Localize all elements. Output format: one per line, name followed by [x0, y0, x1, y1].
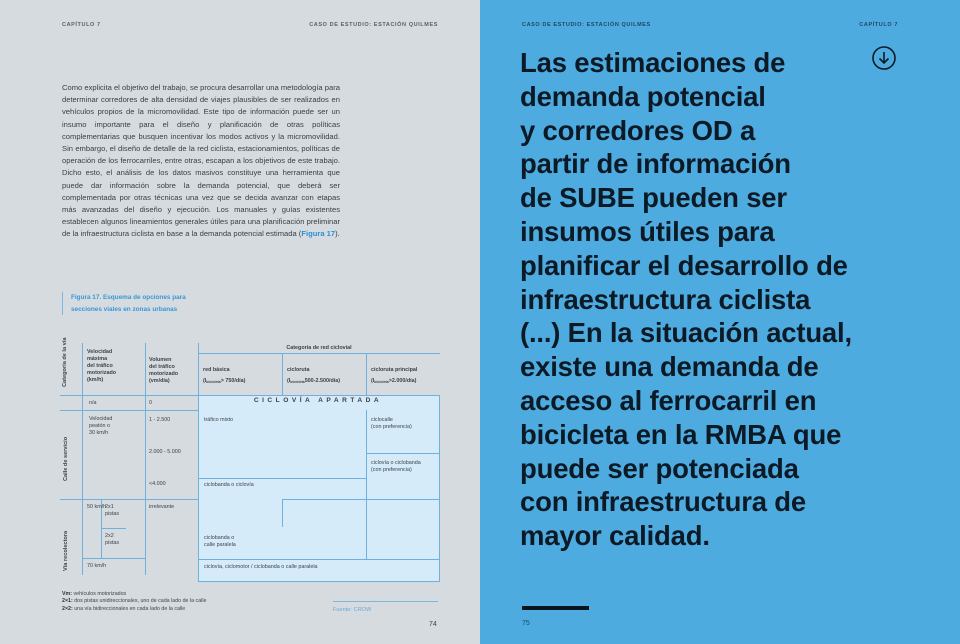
trafico-mixto: tráfico mixto	[204, 417, 234, 423]
quote-line: insumos útiles para	[520, 215, 775, 247]
calle-servicio-label: Calle de servicio	[63, 436, 69, 481]
pistas-2x2: 2x2 pistas	[105, 533, 120, 546]
note-vm: Vm: vehículos motorizados	[62, 591, 127, 597]
body-text: Como explicita el objetivo del trabajo, se procura desarrollar una metodología para determinar corredores de alta densidad de viajes plausibles de ser realizados en vehículos propios de la micromovilidad. Este tipo de información puede ser un insumo importante para el diseño y planificación de otras políticas complementarias que busquen incentivar los modos activos y la micromovilidad. Sin embargo, el diseño de detalle de la red ciclista, estacionamientos, políticas de operación de los ferrocarriles, entre otras, escapan a los objetivos de este trabajo. Dicho esto, el análisis de los datos masivos constituye una herramienta que puede dar información sobre la demanda potencial, que deberá ser complementada por otras técnicas una vez que se decida avanzar con etapas más avanzadas del diseño y ejecución. Los manuales y guías existentes establecen algunos lineamientos generales útiles para una planificación preliminar de la infraestructura ciclista en base a la demanda potencial estimada (	[62, 83, 340, 239]
quote-line: partir de información	[520, 148, 791, 180]
ciclobanda-ciclovia: ciclobanda o ciclovía	[204, 482, 254, 488]
quote-line: y corredores OD a	[520, 114, 756, 146]
body-paragraph	[62, 82, 340, 241]
bottom-row-options: ciclovía, ciclomotor / ciclobanda o calle paralela	[204, 564, 318, 570]
volumen-2: 2.000 - 5.000	[149, 449, 181, 455]
cell-na-volumen: 0	[149, 400, 152, 406]
pull-quote	[520, 46, 880, 553]
ciclovia-ciclobanda: ciclovía o ciclobanda (con preferencia)	[371, 460, 421, 473]
page-number-left: 74	[429, 621, 437, 628]
quote-line: con infraestructura de	[520, 486, 806, 518]
quote-line: puede ser potenciada	[520, 452, 799, 484]
body-text-end: ).	[335, 229, 340, 239]
note-2x1: 2×1: dos pistas unidireccionales, uno de cada lado de la calle	[62, 598, 207, 605]
note-2x2: 2×2: una vía bidireccionales en cada lado de la calle	[62, 605, 186, 612]
quote-line: bicicleta en la RMBA que	[520, 418, 842, 450]
velocidad-70: 70 km/h	[87, 563, 107, 569]
ciclovia-apartada-label: CICLOVÍA APARTADA	[253, 397, 383, 404]
volumen-irrelevante: irrelevante	[149, 504, 175, 510]
quote-line: mayor calidad.	[520, 520, 710, 552]
quote-line: de SUBE pueden ser	[520, 182, 787, 214]
ciclobanda-calle-paralela: ciclobanda o calle paralela	[204, 535, 236, 548]
header-categoria: Categoría de la vía	[62, 337, 68, 387]
ciclocalle: ciclocalle (con preferencia)	[371, 417, 412, 430]
quote-line: existe una demanda de	[520, 351, 819, 383]
header-cicloruta-principal: cicloruta principal $(I_{bicicleta}>2.000/día)$	[371, 367, 418, 384]
velocidad-50: 50 km/h	[87, 504, 107, 510]
running-head-title: CASO DE ESTUDIO: ESTACIÓN QUILMES	[522, 22, 651, 28]
figure-reference-link[interactable]: Figura 17	[301, 229, 336, 239]
running-head-title: CASO DE ESTUDIO: ESTACIÓN QUILMES	[309, 22, 438, 28]
table-notes	[62, 591, 206, 613]
page-number-right: 75	[522, 620, 530, 627]
quote-line: demanda potencial	[520, 80, 766, 112]
pistas-2x1: 2x1 pistas	[105, 504, 120, 517]
figure-caption-line: Figura 17. Esquema de opciones para	[71, 294, 186, 301]
road-section-table	[60, 337, 440, 575]
volumen-1: 1 - 2.500	[149, 417, 171, 423]
source-divider	[333, 601, 438, 602]
calle-servicio-velocidad: Velocidad peatón o 30 km/h	[89, 416, 113, 436]
quote-line: acceso al ferrocarril en	[520, 384, 817, 416]
quote-divider	[522, 606, 589, 610]
header-red-basica: red básica ($I_{bicicleta}>$ 750/día)	[203, 367, 246, 384]
figure-source: Fuente: CROW	[333, 607, 372, 613]
header-volumen: Volumen del tráfico motorizado (vm/día)	[149, 357, 179, 384]
quote-line: (...) En la situación actual,	[520, 317, 852, 349]
header-red-ciclovial: Categoría de red ciclovial	[286, 345, 352, 351]
running-head-chapter: CAPÍTULO 7	[859, 22, 898, 28]
figure-caption-line: secciones viales en zonas urbanas	[71, 305, 178, 313]
via-recolectora-label: Vía recolectora	[63, 530, 69, 571]
arrow-down-circle-icon[interactable]	[872, 46, 896, 70]
ciclovial-options-area	[198, 410, 440, 582]
header-cicloruta: cicloruta $(I_{bicicleta}500-2.500/día)$	[287, 367, 341, 384]
cell-na-velocidad: n/a	[89, 400, 97, 406]
figure-caption	[62, 292, 271, 315]
header-velocidad: Velocidad máxima del tráfico motorizado (km/h)	[87, 349, 117, 383]
quote-line: infraestructura ciclista	[520, 283, 811, 315]
quote-line: Las estimaciones de	[520, 47, 786, 78]
quote-line: planificar el desarrollo de	[520, 249, 848, 281]
volumen-3: <4.000	[149, 481, 166, 487]
running-head-chapter: CAPÍTULO 7	[62, 22, 101, 28]
